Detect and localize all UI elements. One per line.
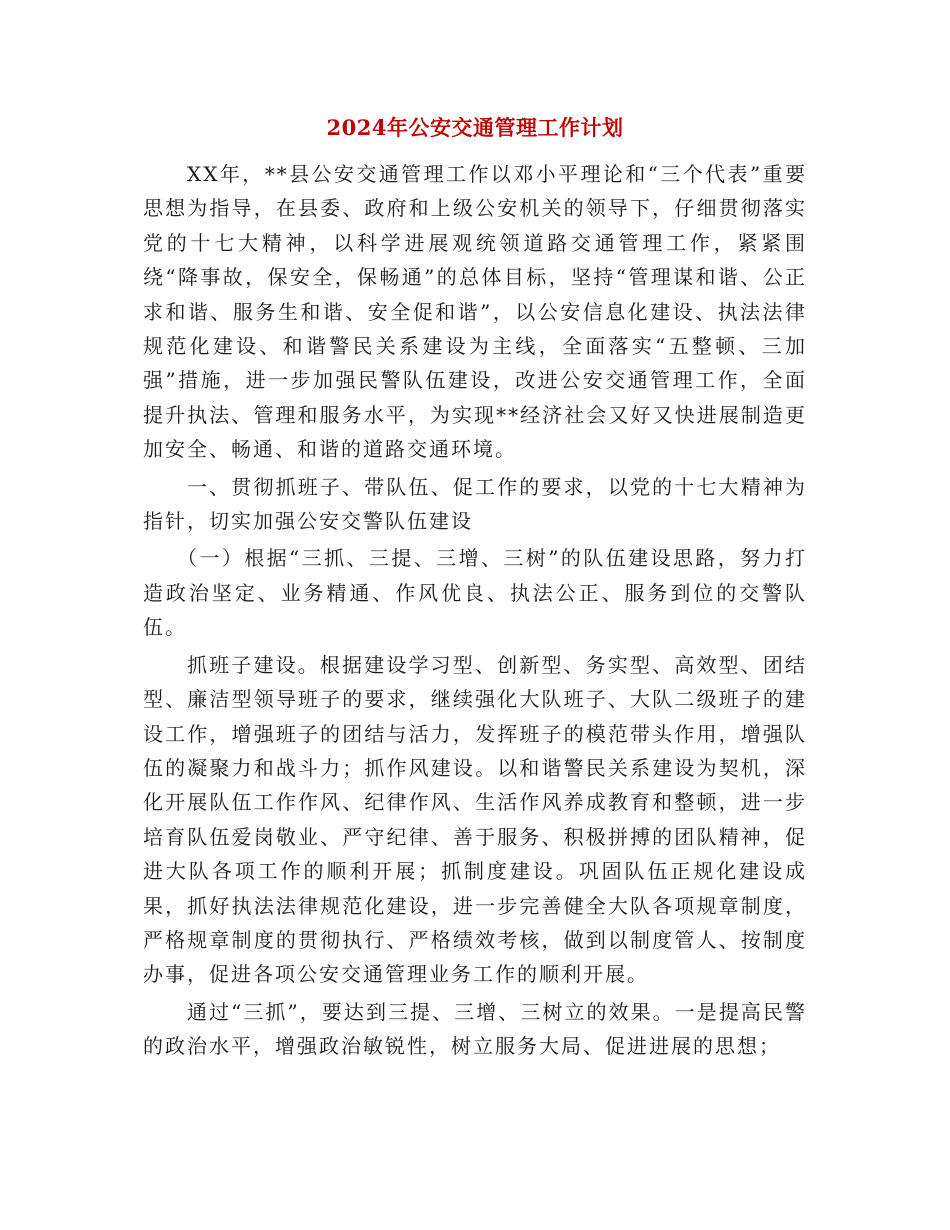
paragraph-three-grasps-effects: 通过“三抓”，要达到三提、三增、三树立的效果。一是提高民警的政治水平，增强政治敏锐性，树立服务大局、促进进展的思想； <box>143 999 807 1059</box>
paragraph-subsection-one: （一）根据“三抓、三提、三增、三树”的队伍建设思路，努力打造政治坚定、业务精通、作风优良、执法公正、服务到位的交警队伍。 <box>143 546 807 640</box>
paragraph-team-building: 抓班子建设。根据建设学习型、创新型、务实型、高效型、团结型、廉洁型领导班子的要求，继续强化大队班子、大队二级班子的建设工作，增强班子的团结与活力，发挥班子的模范带头作用，增强队伍的凝聚力和战斗力；抓作风建设。以和谐警民关系建设为契机，深化开展队伍工作作风、纪律作风、生活作风养成教育和整顿，进一步培育队伍爱岗敬业、严守纪律、善于服务、积极拼搏的团队精神，促进大队各项工作的顺利开展；抓制度建设。巩固队伍正规化建设成果，抓好执法法律规范化建设，进一步完善健全大队各项规章制度，严格规章制度的贯彻执行、严格绩效考核，做到以制度管人、按制度办事，促进各项公安交通管理业务工作的顺利开展。 <box>143 652 807 987</box>
paragraph-section-one-heading: 一、贯彻抓班子、带队伍、促工作的要求，以党的十七大精神为指针，切实加强公安交警队伍建设 <box>143 474 807 534</box>
paragraph-intro: XX年，**县公安交通管理工作以邓小平理论和“三个代表”重要思想为指导，在县委、政府和上级公安机关的领导下，仔细贯彻落实党的十七大精神，以科学进展观统领道路交通管理工作，紧紧围绕“降事故，保安全，保畅通”的总体目标，坚持“管理谋和谐、公正求和谐、服务生和谐、安全促和谐”，以公安信息化建设、执法法律规范化建设、和谐警民关系建设为主线，全面落实“五整顿、三加强”措施，进一步加强民警队伍建设，改进公安交通管理工作，全面提升执法、管理和服务水平，为实现**经济社会又好又快进展制造更加安全、畅通、和谐的道路交通环境。 <box>143 162 807 462</box>
document-body <box>143 157 807 1067</box>
document-title: 2024年公安交通管理工作计划 <box>326 115 624 140</box>
